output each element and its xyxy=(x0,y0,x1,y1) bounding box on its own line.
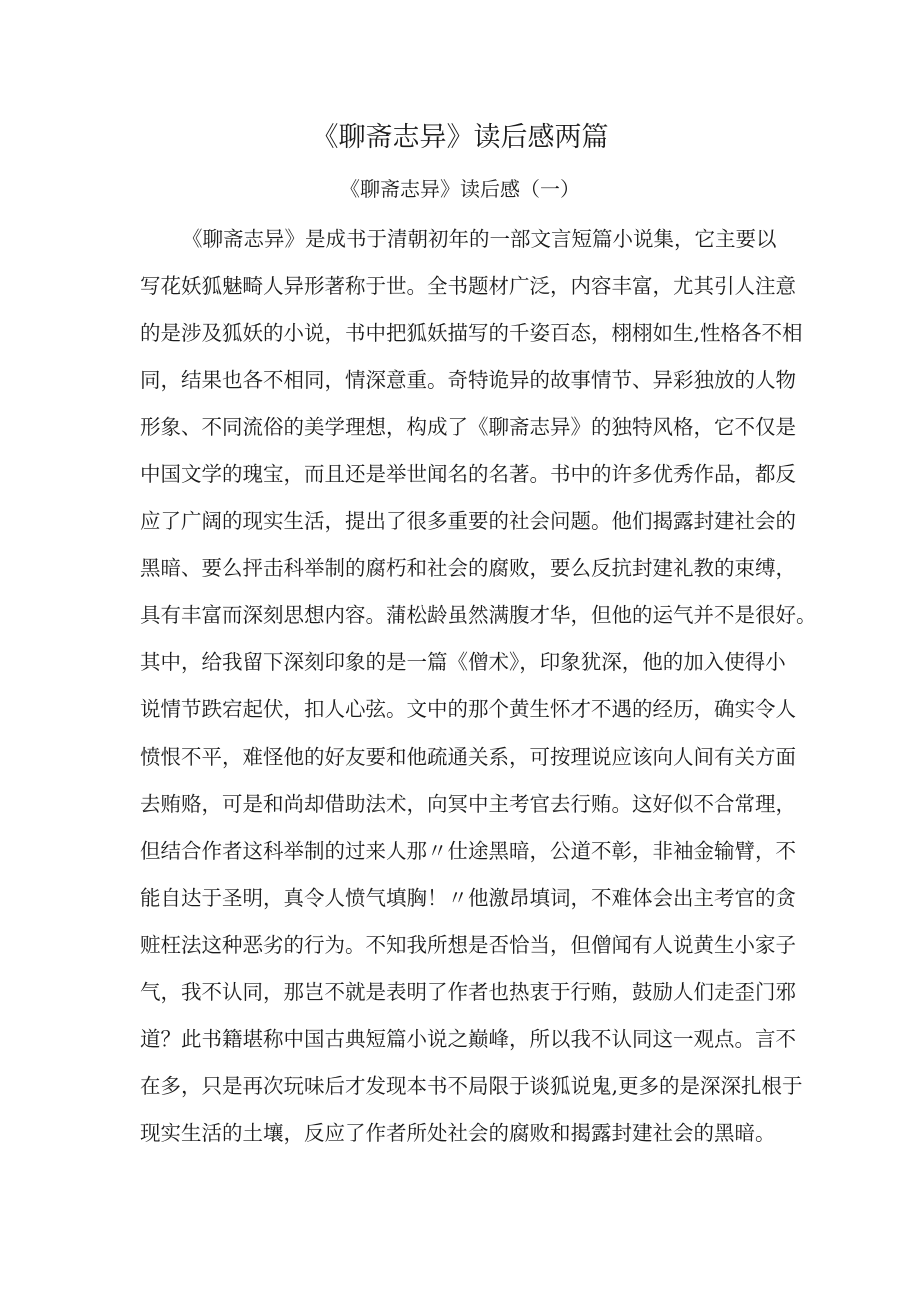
text-line: 气，我不认同，那岂不就是表明了作者也热衷于行贿，鼓励人们走歪门邪 xyxy=(140,979,796,1004)
text-line: 能自达于圣明，真令人愤气填胸！〃他激昂填词，不难体会出主考官的贪 xyxy=(140,885,796,910)
text-line: 但结合作者这科举制的过来人那〃仕途黑暗，公道不彰，非袖金输臂，不 xyxy=(140,838,796,863)
text-line: 应了广阔的现实生活，提出了很多重要的社会问题。他们揭露封建社会的 xyxy=(140,509,796,534)
text-line: 《聊斋志异》是成书于清朝初年的一部文言短篇小说集，它主要以 xyxy=(182,227,777,251)
text-line: 形象、不同流俗的美学理想，构成了《聊斋志异》的独特风格，它不仅是 xyxy=(140,415,796,440)
text-line: 在多，只是再次玩味后才发现本书不局限于谈狐说鬼,更多的是深深扎根于 xyxy=(140,1073,803,1098)
text-line: 写花妖狐魅畸人异形著称于世。全书题材广泛，内容丰富，尤其引人注意 xyxy=(140,274,796,299)
text-line: 道？此书籍堪称中国古典短篇小说之巅峰，所以我不认同这一观点。言不 xyxy=(140,1026,796,1051)
body-paragraph xyxy=(140,216,817,1157)
document-title: 《聊斋志异》读后感两篇 xyxy=(311,122,609,153)
text-line: 赃枉法这种恶劣的行为。不知我所想是否恰当，但僧闻有人说黄生小家子 xyxy=(140,932,796,957)
text-line: 去贿赂，可是和尚却借助法术，向冥中主考官去行贿。这好似不合常理， xyxy=(140,791,796,816)
text-line: 同，结果也各不相同，情深意重。奇特诡异的故事情节、异彩独放的人物 xyxy=(140,368,796,393)
text-line: 的是涉及狐妖的小说，书中把狐妖描写的千姿百态，栩栩如生,性格各不相 xyxy=(140,321,803,346)
text-line: 愤恨不平，难怪他的好友要和他疏通关系，可按理说应该向人间有关方面 xyxy=(140,744,796,769)
text-line: 黑暗、要么抨击科举制的腐朽和社会的腐败，要么反抗封建礼教的束缚， xyxy=(140,556,796,581)
text-line: 中国文学的瑰宝，而且还是举世闻名的名著。书中的许多优秀作品，都反 xyxy=(140,462,796,487)
text-line: 具有丰富而深刻思想内容。蒲松龄虽然满腹才华，但他的运气并不是很好。 xyxy=(140,603,817,628)
section-subtitle: 《聊斋志异》读后感（一） xyxy=(340,177,580,201)
text-line: 说情节跌宕起伏，扣人心弦。文中的那个黄生怀才不遇的经历，确实令人 xyxy=(140,697,796,722)
text-line: 其中，给我留下深刻印象的是一篇《僧术》，印象犹深，他的加入使得小 xyxy=(140,650,786,675)
text-line: 现实生活的土壤，反应了作者所处社会的腐败和揭露封建社会的黑暗。 xyxy=(140,1120,776,1145)
